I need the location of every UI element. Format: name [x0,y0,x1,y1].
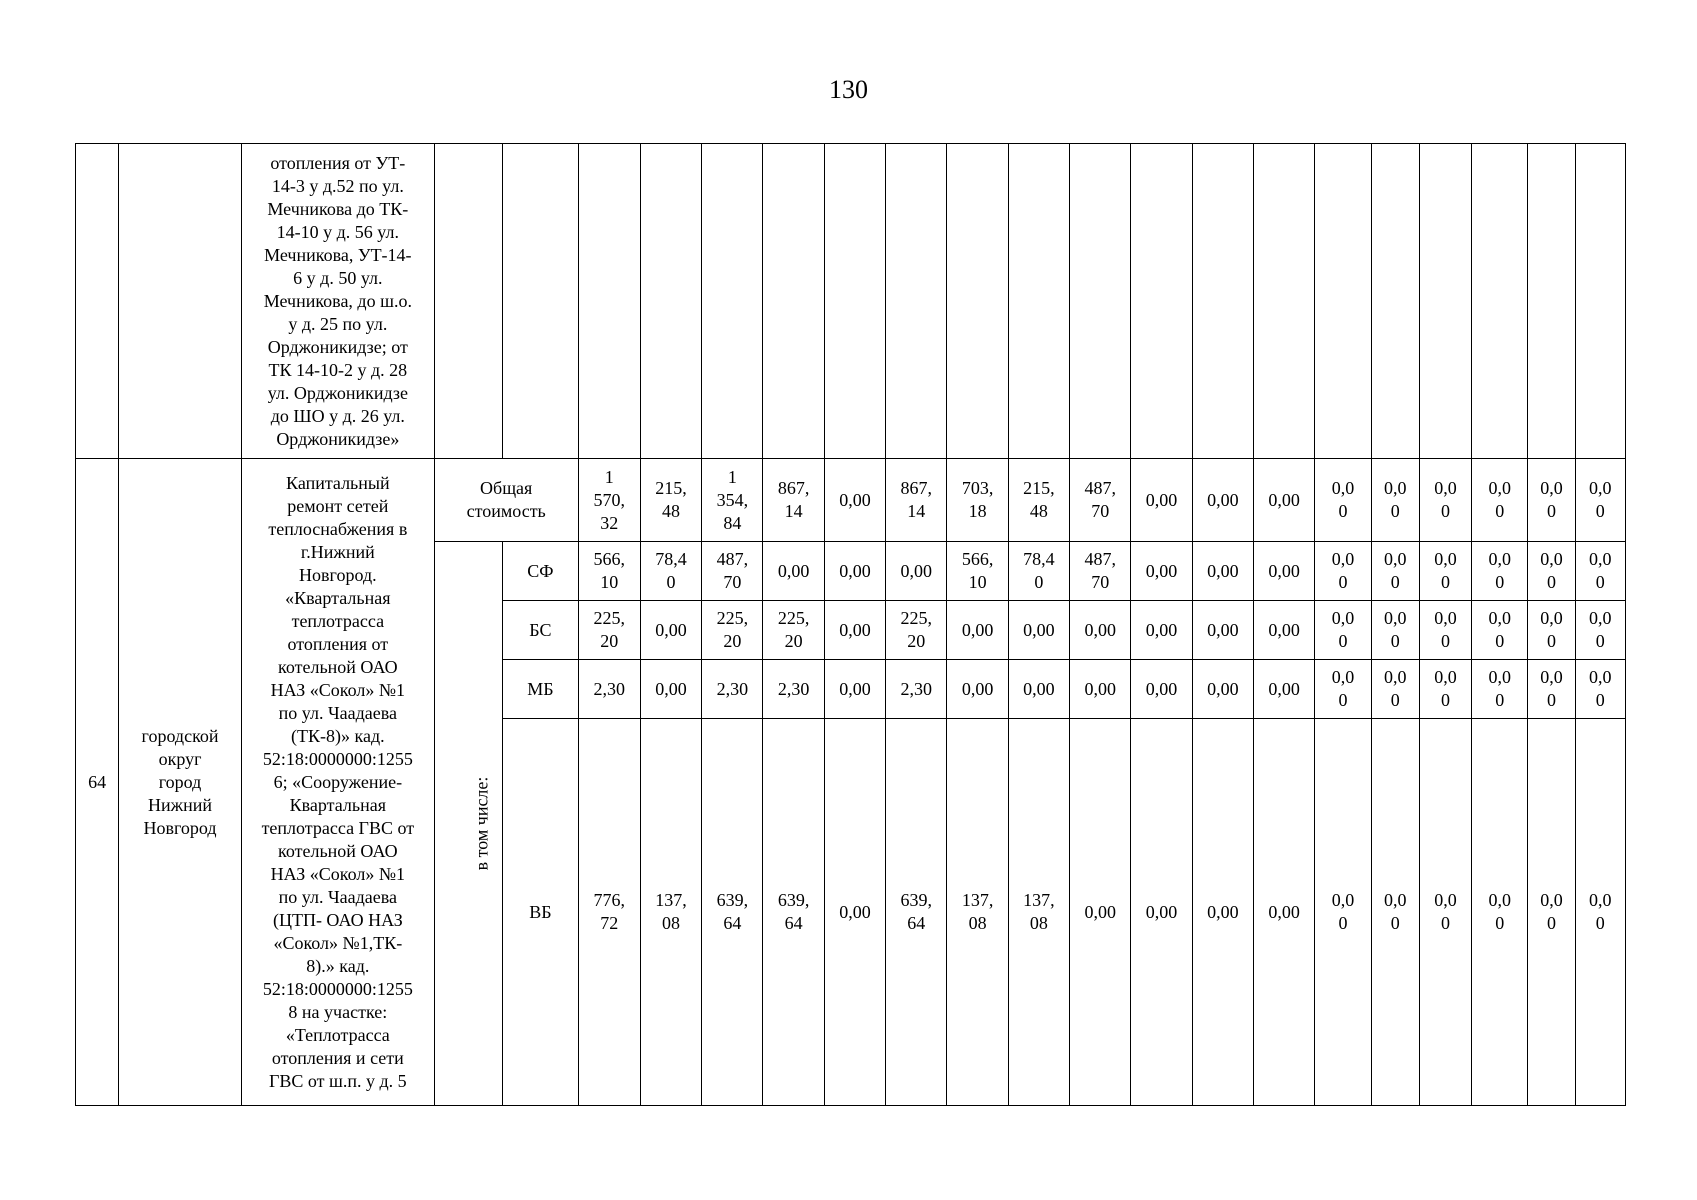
value-cell: 639, 64 [763,719,824,1106]
empty-cell [1131,144,1192,459]
empty-cell [640,144,701,459]
value-cell: 0,00 [886,542,947,601]
value-cell: 0,00 [947,601,1008,660]
value-cell: 2,30 [702,660,763,719]
empty-cell [1070,144,1131,459]
value-cell: 0,0 0 [1315,601,1371,660]
value-cell: 2,30 [886,660,947,719]
empty-cell [1419,144,1471,459]
value-cell: 0,00 [824,660,885,719]
value-cell: 0,00 [1253,660,1314,719]
empty-cell [824,144,885,459]
value-cell: 0,00 [1131,459,1192,542]
value-cell: 0,0 0 [1371,459,1419,542]
value-cell: 78,4 0 [640,542,701,601]
continuation-row [76,144,1626,459]
value-cell: 0,00 [763,542,824,601]
value-cell: 487, 70 [702,542,763,601]
value-cell: 0,0 0 [1315,459,1371,542]
value-cell: 0,00 [947,660,1008,719]
empty-cell [1528,144,1575,459]
value-cell: 0,0 0 [1575,660,1625,719]
row-number: 64 [76,459,119,1106]
source-label: БС [503,601,578,660]
value-cell: 0,00 [1192,459,1253,542]
value-cell: 0,00 [1253,542,1314,601]
value-cell: 0,0 0 [1528,542,1575,601]
value-cell: 0,00 [1131,542,1192,601]
municipality-cell: городской округ город Нижний Новгород [119,459,242,1106]
empty-cell [886,144,947,459]
value-cell: 137, 08 [640,719,701,1106]
empty-cell [763,144,824,459]
value-cell: 0,0 0 [1528,719,1575,1106]
empty-cell [947,144,1008,459]
municipality-cell [119,144,242,459]
value-cell: 0,0 0 [1371,660,1419,719]
value-cell: 0,0 0 [1419,719,1471,1106]
empty-cell [1472,144,1528,459]
value-cell: 0,0 0 [1419,601,1471,660]
value-cell: 0,00 [1253,459,1314,542]
total-label: Общая стоимость [434,459,578,542]
value-cell: 1 570, 32 [578,459,640,542]
value-cell: 0,00 [1192,542,1253,601]
empty-cell [1315,144,1371,459]
empty-cell [702,144,763,459]
value-cell: 0,00 [1192,660,1253,719]
value-cell: 0,0 0 [1315,542,1371,601]
description-cell: Капитальный ремонт сетей теплоснабжения в г.Нижний Новгород. «Квартальная теплотрасса отопления от котельной ОАО НАЗ «Сокол» №1 по ул. Чаадаева (ТК-8)» кад. 52:18:0000000:1255 6; «Сооружение- Квартальная теплотрасса ГВС от котельной ОАО НАЗ «Сокол» №1 по ул. Чаадаева (ЦТП- ОАО НАЗ «Сокол» №1,ТК- 8).» кад. 52:18:0000000:1255 8 на участке: «Теплотрасса отопления и сети ГВС от ш.п. у д. 5 [241,459,434,1106]
value-cell: 0,0 0 [1575,459,1625,542]
value-cell: 225, 20 [886,601,947,660]
value-cell: 0,00 [1070,601,1131,660]
number-cell [76,144,119,459]
value-cell: 2,30 [578,660,640,719]
value-cell: 487, 70 [1070,459,1131,542]
value-cell: 0,00 [1008,601,1069,660]
value-cell: 137, 08 [947,719,1008,1106]
source-label: ВБ [503,719,578,1106]
value-cell: 0,0 0 [1371,542,1419,601]
empty-cell [1192,144,1253,459]
value-cell: 703, 18 [947,459,1008,542]
value-cell: 0,0 0 [1419,542,1471,601]
value-cell: 0,0 0 [1371,719,1419,1106]
value-cell: 0,00 [824,601,885,660]
description-cell: отопления от УТ- 14-3 у д.52 по ул. Мечникова до ТК- 14-10 у д. 56 ул. Мечникова, УТ-14- 6 у д. 50 ул. Мечникова, до ш.о. у д. 25 по ул. Орджоникидзе; от ТК 14-10-2 у д. 28 ул. Орджоникидзе до ШО у д. 26 ул. Орджоникидзе» [241,144,434,459]
value-cell: 0,0 0 [1472,542,1528,601]
value-cell: 0,00 [1008,660,1069,719]
value-cell: 0,0 0 [1575,601,1625,660]
empty-cell [503,144,578,459]
value-cell: 0,00 [1131,660,1192,719]
empty-cell [578,144,640,459]
funding-table [75,143,1626,1106]
value-cell: 0,0 0 [1528,459,1575,542]
value-cell: 0,00 [1070,719,1131,1106]
empty-cell [1575,144,1625,459]
value-cell: 225, 20 [578,601,640,660]
value-cell: 0,0 0 [1575,719,1625,1106]
value-cell: 0,0 0 [1472,660,1528,719]
value-cell: 0,0 0 [1315,660,1371,719]
value-cell: 0,0 0 [1575,542,1625,601]
including-label: в том числе: [471,776,492,871]
value-cell: 0,0 0 [1472,459,1528,542]
value-cell: 867, 14 [763,459,824,542]
value-cell: 639, 64 [702,719,763,1106]
value-cell: 215, 48 [640,459,701,542]
value-cell: 0,00 [1131,719,1192,1106]
value-cell: 487, 70 [1070,542,1131,601]
value-cell: 0,00 [1192,601,1253,660]
value-cell: 0,00 [824,459,885,542]
value-cell: 566, 10 [578,542,640,601]
including-label-cell [434,542,502,1106]
value-cell: 0,0 0 [1419,459,1471,542]
value-cell: 225, 20 [763,601,824,660]
empty-cell [434,144,502,459]
value-cell: 215, 48 [1008,459,1069,542]
value-cell: 0,0 0 [1315,719,1371,1106]
source-label: МБ [503,660,578,719]
value-cell: 0,00 [640,601,701,660]
empty-cell [1253,144,1314,459]
value-cell: 0,0 0 [1528,601,1575,660]
value-cell: 639, 64 [886,719,947,1106]
value-cell: 0,0 0 [1472,601,1528,660]
value-cell: 566, 10 [947,542,1008,601]
value-cell: 0,0 0 [1528,660,1575,719]
value-cell: 137, 08 [1008,719,1069,1106]
value-cell: 0,00 [1070,660,1131,719]
value-cell: 0,0 0 [1472,719,1528,1106]
total-row [76,459,1626,542]
value-cell: 225, 20 [702,601,763,660]
value-cell: 0,0 0 [1419,660,1471,719]
value-cell: 78,4 0 [1008,542,1069,601]
value-cell: 1 354, 84 [702,459,763,542]
value-cell: 0,0 0 [1371,601,1419,660]
value-cell: 0,00 [1253,719,1314,1106]
value-cell: 776, 72 [578,719,640,1106]
page-number: 130 [829,75,868,104]
source-label: СФ [503,542,578,601]
value-cell: 2,30 [763,660,824,719]
value-cell: 0,00 [640,660,701,719]
empty-cell [1371,144,1419,459]
value-cell: 0,00 [824,719,885,1106]
value-cell: 0,00 [1131,601,1192,660]
empty-cell [1008,144,1069,459]
value-cell: 0,00 [824,542,885,601]
value-cell: 0,00 [1253,601,1314,660]
value-cell: 0,00 [1192,719,1253,1106]
value-cell: 867, 14 [886,459,947,542]
